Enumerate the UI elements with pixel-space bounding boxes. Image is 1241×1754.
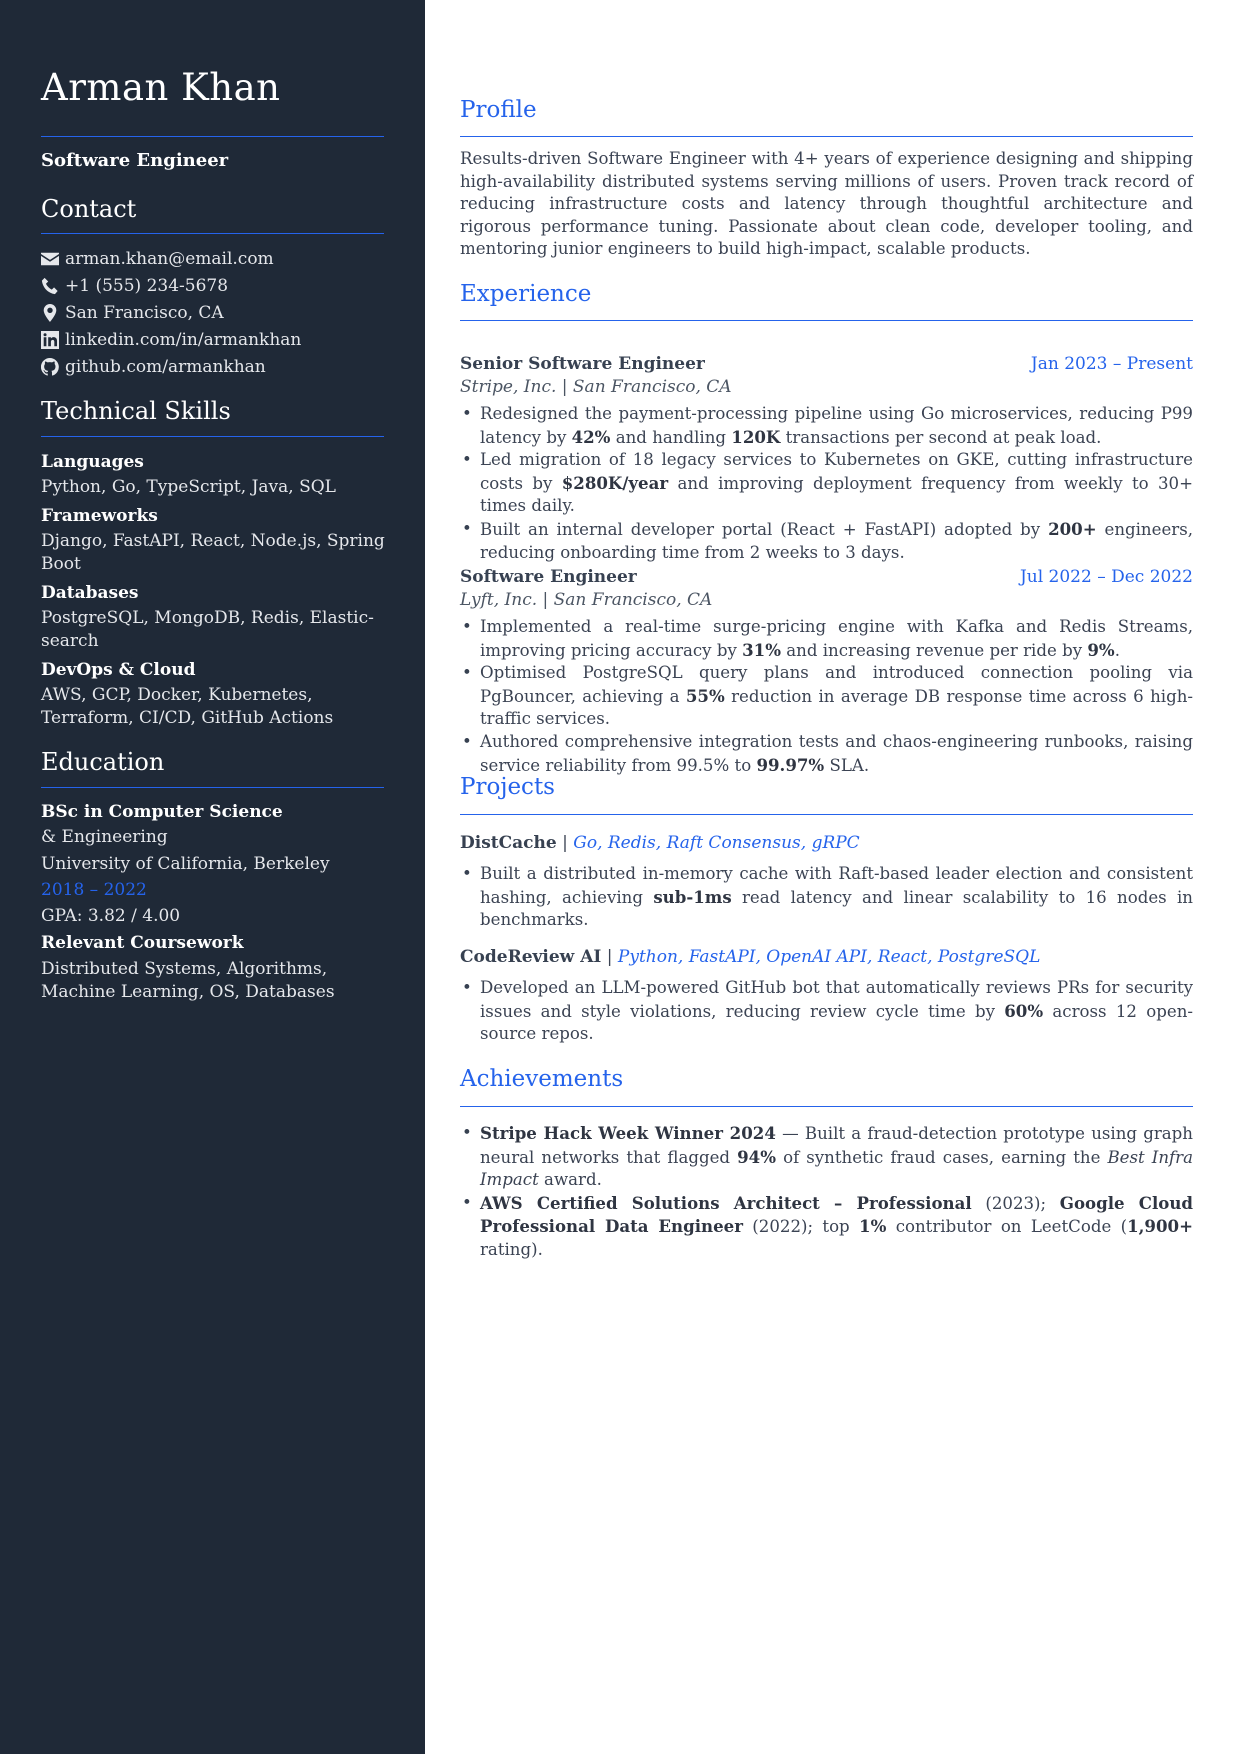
project-title: CodeReview AI | Python, FastAPI, OpenAI API, React, PostgreSQL	[460, 947, 1041, 967]
list-item: • Authored comprehensive integration tests and chaos-engineering runbooks, raising service reliability from 99.5% to 99.97% SLA.	[460, 731, 1193, 777]
education-heading: Education	[41, 748, 165, 776]
phone-icon	[41, 277, 59, 295]
coursework-label: Relevant Coursework	[41, 933, 244, 953]
list-item: • Developed an LLM-powered GitHub bot that automatically reviews PRs for security issues and style violations, reducing review cycle time by 60% across 12 open-source repos.	[460, 977, 1193, 1046]
skill-values-line: Django, FastAPI, React, Node.js, Spring	[41, 531, 385, 551]
candidate-name: Arman Khan	[41, 66, 281, 109]
github-text: github.com/armankhan	[65, 357, 266, 377]
achievements-heading: Achievements	[460, 1066, 624, 1092]
skill-category-label: Databases	[41, 583, 139, 603]
coursework-line: Machine Learning, OS, Databases	[41, 982, 335, 1002]
skill-values-line: PostgreSQL, MongoDB, Redis, Elastic-	[41, 608, 374, 628]
skill-category-label: Frameworks	[41, 506, 158, 526]
list-item: • Stripe Hack Week Winner 2024 — Built a fraud-detection prototype using graph neural networks that flagged 94% of synthetic fraud cases, earning the Best Infra Impact award.	[460, 1122, 1193, 1192]
contact-email[interactable]	[41, 249, 274, 269]
github-icon	[41, 358, 59, 376]
contact-location	[41, 303, 224, 323]
degree: BSc in Computer Science	[41, 802, 283, 822]
location-text: San Francisco, CA	[65, 303, 224, 323]
project-name: DistCache	[460, 833, 557, 853]
project-tech: Go, Redis, Raft Consensus, gRPC	[573, 833, 860, 853]
job-dates: Jan 2023 – Present	[1030, 354, 1193, 374]
linkedin-icon	[41, 331, 59, 349]
divider	[460, 814, 1193, 815]
project-bullets	[460, 863, 1193, 932]
project-name: CodeReview AI	[460, 947, 602, 967]
job-company: Lyft, Inc. | San Francisco, CA	[460, 590, 713, 610]
degree-continued: & Engineering	[41, 827, 168, 847]
skill-category-label: DevOps & Cloud	[41, 660, 196, 680]
divider	[41, 436, 384, 437]
contact-github[interactable]	[41, 357, 266, 377]
contact-linkedin[interactable]	[41, 330, 301, 350]
gpa: GPA: 3.82 / 4.00	[41, 906, 181, 926]
skill-values	[41, 476, 391, 499]
job-dates: Jul 2022 – Dec 2022	[1019, 567, 1193, 587]
skill-values-line: Terraform, CI/CD, GitHub Actions	[41, 708, 334, 728]
list-item: • Led migration of 18 legacy services to Kubernetes on GKE, cutting infrastructure costs by $280K/year and improving deployment frequency from weekly to 30+ times daily.	[460, 449, 1193, 518]
job-position: Senior Software Engineer	[460, 354, 705, 374]
list-item: • Built an internal developer portal (React + FastAPI) adopted by 200+ engineers, reducing onboarding time from 2 weeks to 3 days.	[460, 518, 1193, 564]
divider	[460, 320, 1193, 321]
skill-values	[41, 684, 391, 730]
skill-values	[41, 607, 391, 653]
job-company: Stripe, Inc. | San Francisco, CA	[460, 377, 732, 397]
map-pin-icon	[41, 304, 59, 322]
list-item: • AWS Certified Solutions Architect – Professional (2023); Google Cloud Professional Data Engineer (2022); top 1% contributor on LeetCode (1,900+ rating).	[460, 1192, 1193, 1262]
job-bullets	[460, 616, 1193, 777]
skill-category-label: Languages	[41, 452, 144, 472]
job-position: Software Engineer	[460, 567, 637, 587]
job-title: Software Engineer	[41, 150, 229, 171]
contact-phone[interactable]	[41, 276, 228, 296]
divider	[41, 233, 384, 234]
experience-heading: Experience	[460, 281, 592, 307]
project-title: DistCache | Go, Redis, Raft Consensus, gRPC	[460, 833, 860, 853]
skill-values-line: Python, Go, TypeScript, Java, SQL	[41, 477, 336, 497]
skill-values	[41, 530, 391, 576]
list-item: • Implemented a real-time surge-pricing engine with Kafka and Redis Streams, improving pricing accuracy by 31% and increasing revenue per ride by 9%.	[460, 616, 1193, 662]
skill-values-line: search	[41, 631, 99, 651]
skill-values-line: AWS, GCP, Docker, Kubernetes,	[41, 685, 313, 705]
divider	[41, 136, 384, 137]
job-bullets	[460, 403, 1193, 564]
contact-heading: Contact	[41, 195, 137, 223]
skills-heading: Technical Skills	[41, 397, 231, 425]
education-years: 2018 – 2022	[41, 880, 147, 900]
projects-heading: Projects	[460, 774, 555, 800]
coursework-values	[41, 958, 391, 1004]
coursework-line: Distributed Systems, Algorithms,	[41, 959, 328, 979]
divider	[460, 1106, 1193, 1107]
project-tech: Python, FastAPI, OpenAI API, React, PostgreSQL	[617, 947, 1041, 967]
linkedin-text: linkedin.com/in/armankhan	[65, 330, 302, 350]
profile-heading: Profile	[460, 97, 537, 123]
project-bullets	[460, 977, 1193, 1046]
email-text: arman.khan@email.com	[65, 249, 274, 269]
list-item: • Optimised PostgreSQL query plans and introduced connection pooling via PgBouncer, achieving a 55% reduction in average DB response time across 6 high-traffic services.	[460, 662, 1193, 731]
list-item: • Redesigned the payment-processing pipeline using Go microservices, reducing P99 latency by 42% and handling 120K transactions per second at peak load.	[460, 403, 1193, 449]
profile-text: Results-driven Software Engineer with 4+ years of experience designing and shipping high-availability distributed systems serving millions of users. Proven track record of reducing infrastructure costs and latency through thoughtful architecture and rigorous performance tuning. Passionate about clean code, developer tooling, and mentoring junior engineers to build high-impact, scalable products.	[460, 149, 1193, 259]
sidebar	[0, 0, 425, 1754]
divider	[41, 787, 384, 788]
envelope-icon	[41, 250, 59, 268]
list-item: • Built a distributed in-memory cache with Raft-based leader election and consistent hashing, achieving sub-1ms read latency and linear scalability to 16 nodes in benchmarks.	[460, 863, 1193, 932]
phone-text: +1 (555) 234-5678	[65, 276, 229, 296]
achievement-bullets	[460, 1122, 1193, 1262]
divider	[460, 136, 1193, 137]
skill-values-line: Boot	[41, 554, 81, 574]
school: University of California, Berkeley	[41, 854, 330, 874]
